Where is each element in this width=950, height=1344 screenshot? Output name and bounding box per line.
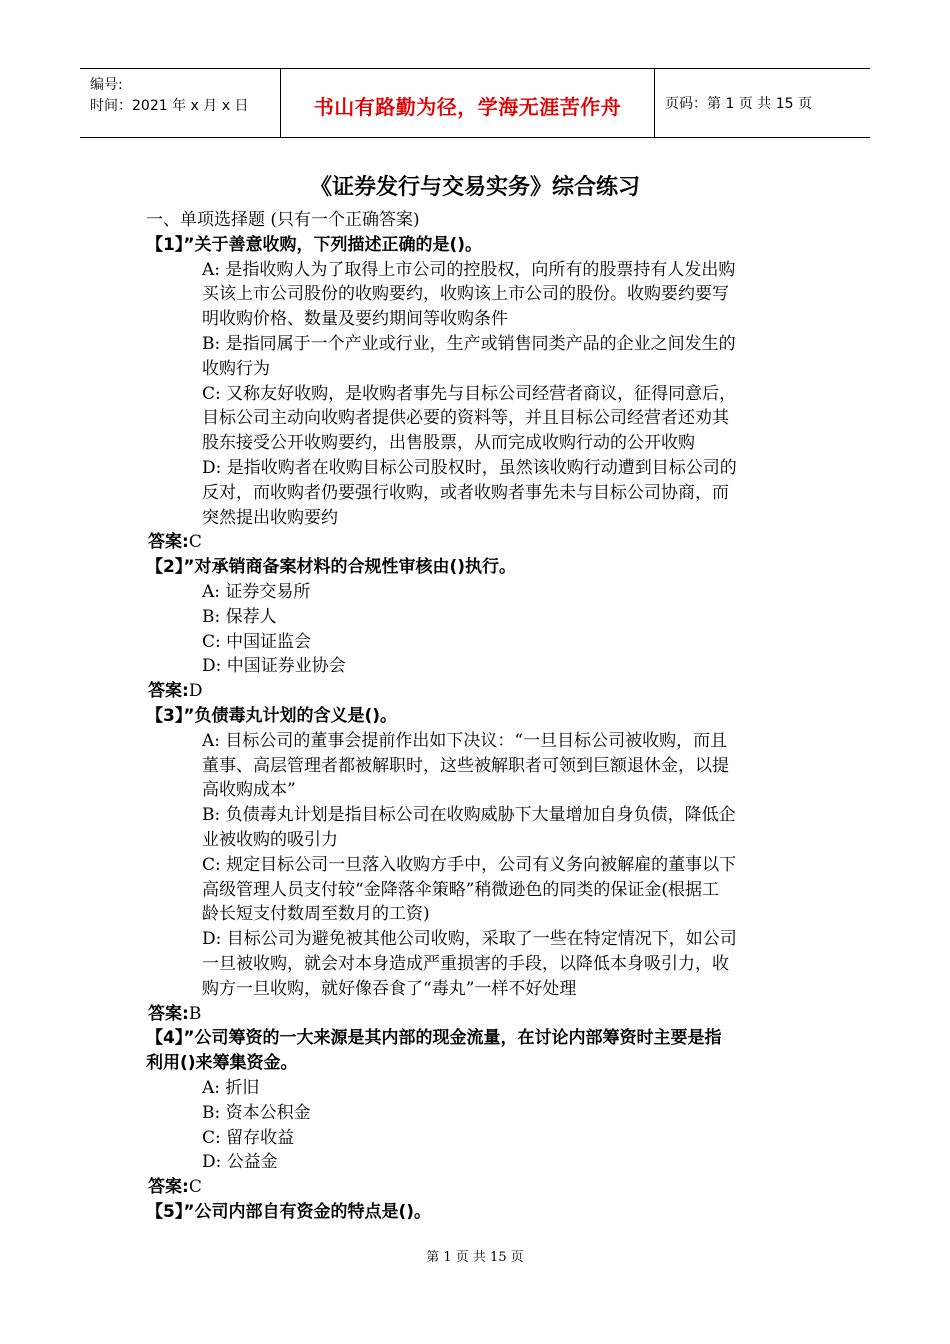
answer-line bbox=[148, 1175, 202, 1199]
option-line: C: 又称友好收购，是收购者事先与目标公司经营者商议，征得同意后， bbox=[202, 383, 737, 404]
option-line: B: 负债毒丸计划是指目标公司在收购威胁下大量增加自身负债，降低企 bbox=[202, 805, 736, 826]
option-line: 目标公司主动向收购者提供必要的资料等，并且目标公司经营者还劝其 bbox=[202, 408, 729, 429]
option-line: 突然提出收购要约 bbox=[202, 507, 338, 528]
answer-value: C bbox=[188, 532, 202, 553]
section-heading: 一、单项选择题 (只有一个正确答案) bbox=[146, 210, 420, 230]
option-line: D: 目标公司为避免被其他公司收购，采取了一些在特定情况下，如公司 bbox=[202, 929, 737, 950]
question-stem: 【5】”公司内部自有资金的特点是()。 bbox=[146, 1202, 432, 1222]
option-line: 反对，而收购者仍要强行收购，或者收购者事先未与目标公司协商，而 bbox=[202, 482, 729, 503]
option-line: 明收购价格、数量及要约期间等收购条件 bbox=[202, 309, 508, 330]
option-line: 龄长短支付数周至数月的工资) bbox=[202, 904, 430, 925]
option-line: A: 目标公司的董事会提前作出如下决议：“一旦目标公司被收购，而且 bbox=[202, 730, 728, 751]
option-line: A: 证券交易所 bbox=[202, 582, 311, 602]
option-line: B: 资本公积金 bbox=[202, 1102, 311, 1123]
page-footer: 第 1 页 共 15 页 bbox=[426, 1250, 524, 1265]
header-page-info: 页码：第 1 页 共 15 页 bbox=[665, 96, 812, 112]
answer-label: 答案: bbox=[148, 1177, 189, 1198]
answer-label: 答案: bbox=[148, 1003, 189, 1024]
question-stem: 利用()来筹集资金。 bbox=[146, 1053, 298, 1074]
question-stem: 【4】”公司筹资的一大来源是其内部的现金流量，在讨论内部筹资时主要是指 bbox=[146, 1028, 722, 1049]
answer-value: D bbox=[188, 681, 203, 702]
answer-label: 答案: bbox=[148, 532, 189, 553]
option-line: A: 是指收购人为了取得上市公司的控股权，向所有的股票持有人发出购 bbox=[202, 259, 736, 280]
answer-line bbox=[148, 679, 202, 703]
option-line: 股东接受公开收购要约，出售股票，从而完成收购行动的公开收购 bbox=[202, 433, 695, 454]
answer-line bbox=[148, 530, 202, 554]
option-line: D: 是指收购者在收购目标公司股权时，虽然该收购行动遭到目标公司的 bbox=[202, 458, 737, 478]
option-line: D: 公益金 bbox=[202, 1152, 278, 1173]
document-title: 《证券发行与交易实务》综合练习 bbox=[309, 175, 640, 200]
page-header bbox=[80, 68, 870, 138]
option-line: 收购行为 bbox=[202, 358, 270, 379]
option-line: B: 是指同属于一个产业或行业，生产或销售同类产品的企业之间发生的 bbox=[202, 334, 736, 354]
option-line: C: 规定目标公司一旦落入收购方手中，公司有义务向被解雇的董事以下 bbox=[202, 854, 737, 875]
option-line: 买该上市公司股份的收购要约，收购该上市公司的股份。收购要约要写 bbox=[202, 284, 729, 305]
question-stem: 【1】”关于善意收购，下列描述正确的是()。 bbox=[146, 234, 483, 255]
option-line: 高级管理人员支付较“金降落伞策略”稍微逊色的同类的保证金(根据工 bbox=[202, 879, 720, 900]
option-line: 业被收购的吸引力 bbox=[202, 830, 338, 850]
question-stem: 【2】”对承销商备案材料的合规性审核由()执行。 bbox=[146, 557, 517, 578]
answer-line bbox=[148, 1002, 201, 1026]
question-stem: 【3】”负债毒丸计划的含义是()。 bbox=[146, 706, 398, 726]
header-meta-cell bbox=[80, 69, 281, 137]
answer-value: C bbox=[188, 1177, 202, 1198]
option-line: 购方一旦收购，就好像吞食了“毒丸”一样不好处理 bbox=[202, 978, 577, 999]
option-line: 董事、高层管理者都被解职时，这些被解职者可领到巨额退休金，以提 bbox=[202, 755, 729, 776]
option-line: C: 留存收益 bbox=[202, 1127, 295, 1148]
option-line: A: 折旧 bbox=[202, 1078, 260, 1098]
time-label: 时间：2021 年 x 月 x 日 bbox=[90, 98, 249, 114]
option-line: C: 中国证监会 bbox=[202, 631, 312, 652]
option-line: D: 中国证券业协会 bbox=[202, 656, 346, 677]
option-line: 一旦被收购，就会对本身造成严重损害的手段，以降低本身吸引力，收 bbox=[202, 954, 729, 974]
answer-label: 答案: bbox=[148, 681, 189, 702]
serial-label: 编号: bbox=[90, 77, 123, 93]
answer-value: B bbox=[188, 1003, 202, 1024]
option-line: 高收购成本” bbox=[202, 780, 296, 801]
option-line: B: 保荐人 bbox=[202, 606, 277, 627]
header-motto: 书山有路勤为径，学海无涯苦作舟 bbox=[281, 69, 655, 137]
